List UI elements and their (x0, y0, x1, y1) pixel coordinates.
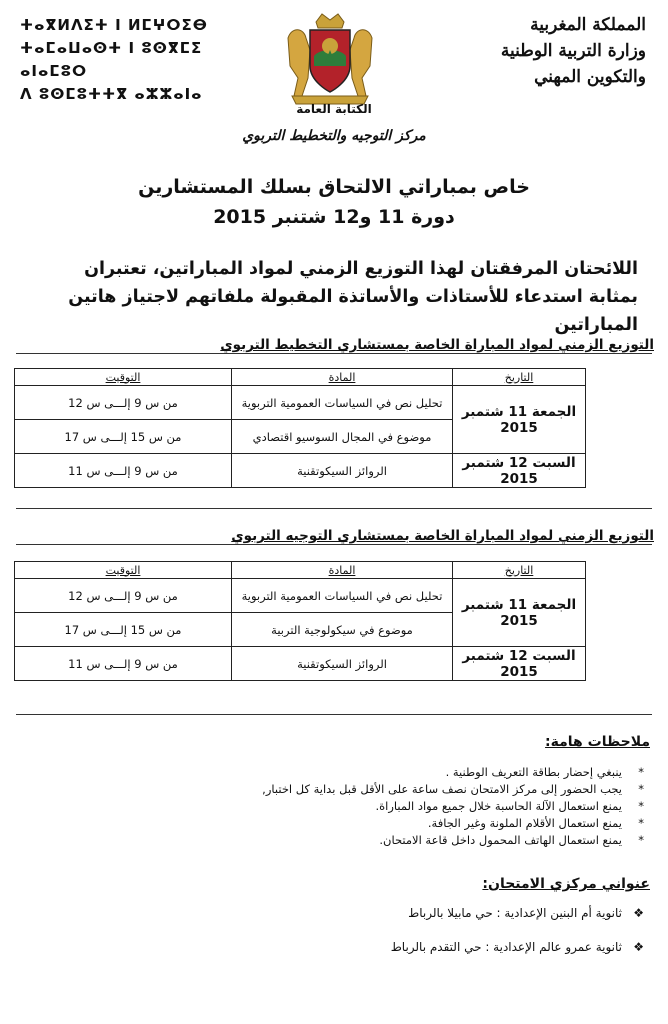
schedule-table-guidance (14, 561, 586, 681)
header-time: التوقيت (15, 562, 232, 579)
ministry-name-tifinagh (20, 14, 240, 106)
time-cell: من س 9 إلـــى س 11 (15, 454, 232, 488)
header-date: التاريخ (453, 562, 586, 579)
header-tifinagh-line: ⴷ ⵓⵙⵎⵓⵜⵜⴳ ⴰⵣⵣⴰⵏⴰ (20, 85, 203, 103)
divider (16, 353, 652, 354)
header-tifinagh-line: ⵜⴰⴳⵍⴷⵉⵜ ⵏ ⵍⵎⵖⵔⵉⴱ (20, 16, 208, 34)
table-row (15, 647, 586, 681)
centers-list (90, 906, 650, 974)
diamond-bullet-icon: ❖ (633, 940, 644, 954)
note-text: يجب الحضور إلى مركز الامتحان نصف ساعة على الأقل قبل بداية كل اختبار, (262, 782, 622, 796)
date-cell: السبت 12 شتمبر 2015 (453, 454, 586, 488)
divider (16, 508, 652, 509)
list-item (90, 798, 650, 815)
note-text: يمنع استعمال الأقلام الملونة وغير الجافة. (427, 816, 622, 830)
subject-cell: الروائز السيكوتقنية (232, 647, 453, 681)
date-cell: الجمعة 11 شتمبر 2015 (453, 386, 586, 454)
table-header-row (15, 369, 586, 386)
schedule-title-guidance: التوزيع الزمني لمواد المباراة الخاصة بمستشاري التوجيه التربوي (231, 528, 654, 544)
page-subtitle: دورة 11 و12 شتنبر 2015 (213, 206, 455, 228)
time-cell: من س 9 إلـــى س 12 (15, 579, 232, 613)
time-cell: من س 9 إلـــى س 11 (15, 647, 232, 681)
subject-cell: الروائز السيكوتقنية (232, 454, 453, 488)
header-date: التاريخ (453, 369, 586, 386)
subject-cell: تحليل نص في السياسات العمومية التربوية (232, 579, 453, 613)
general-secretariat: الكتابة العامة (296, 102, 372, 116)
center-name: مركز التوجيه والتخطيط التربوي (242, 128, 426, 144)
list-item (90, 906, 650, 940)
subject-cell: موضوع في المجال السوسيو اقتصادي (232, 420, 453, 454)
schedule-title-planning: التوزيع الزمني لمواد المباراة الخاصة بمستشاري التخطيط التربوي (220, 337, 654, 353)
bullet-icon: * (638, 782, 644, 796)
schedule-table-planning (14, 368, 586, 488)
time-cell: من س 15 إلـــى س 17 (15, 613, 232, 647)
table-row (15, 579, 586, 613)
date-cell: السبت 12 شتمبر 2015 (453, 647, 586, 681)
list-item (90, 781, 650, 798)
divider (16, 544, 652, 545)
centers-heading: عنواني مركزي الامتحان: (482, 876, 650, 892)
bullet-icon: * (638, 833, 644, 847)
header-time: التوقيت (15, 369, 232, 386)
bullet-icon: * (638, 765, 644, 779)
header-tifinagh-line: ⵜⴰⵎⴰⵡⴰⵙⵜ ⵏ ⵓⵙⴳⵎⵉ ⴰⵏⴰⵎⵓⵔ (20, 39, 203, 80)
intro-paragraph: اللائحتان المرفقتان لهذا التوزيع الزمني لمواد المباراتين، تعتبران بمثابة استدعاء للأستاذات والأساتذة المقبولة ملفاتهم لاجتياز هاتين المباراتين (68, 259, 638, 335)
center-address: ثانوية عمرو عالم الإعدادية : حي التقدم بالرباط (390, 940, 622, 954)
page-title: خاص بمباراتي الالتحاق بسلك المستشارين (138, 176, 530, 198)
note-text: يمنع استعمال الهاتف المحمول داخل قاعة الامتحان. (379, 833, 622, 847)
ministry-name-arabic (426, 12, 646, 90)
note-text: يمنع استعمال الآلة الحاسبة خلال جميع مواد المباراة. (375, 799, 622, 813)
notes-list (90, 764, 650, 849)
header-arabic-line: وزارة التربية الوطنية (500, 41, 646, 61)
date-cell: الجمعة 11 شتمبر 2015 (453, 579, 586, 647)
list-item (90, 832, 650, 849)
time-cell: من س 15 إلـــى س 17 (15, 420, 232, 454)
diamond-bullet-icon: ❖ (633, 906, 644, 920)
list-item (90, 815, 650, 832)
notes-heading: ملاحظات هامة: (545, 734, 650, 750)
bullet-icon: * (638, 816, 644, 830)
bullet-icon: * (638, 799, 644, 813)
header-arabic-line: المملكة المغربية (530, 15, 646, 35)
coat-of-arms-icon (280, 8, 380, 108)
time-cell: من س 9 إلـــى س 12 (15, 386, 232, 420)
center-address: ثانوية أم البنين الإعدادية : حي مابيلا بالرباط (408, 906, 622, 920)
table-header-row (15, 562, 586, 579)
subject-cell: موضوع في سيكولوجية التربية (232, 613, 453, 647)
table-row (15, 454, 586, 488)
list-item (90, 940, 650, 974)
header-subject: المادة (232, 369, 453, 386)
header-subject: المادة (232, 562, 453, 579)
note-text: ينبغي إحضار بطاقة التعريف الوطنية . (445, 765, 622, 779)
header-arabic-line: والتكوين المهني (534, 67, 646, 87)
divider (16, 714, 652, 715)
list-item (90, 764, 650, 781)
table-row (15, 386, 586, 420)
subject-cell: تحليل نص في السياسات العمومية التربوية (232, 386, 453, 420)
